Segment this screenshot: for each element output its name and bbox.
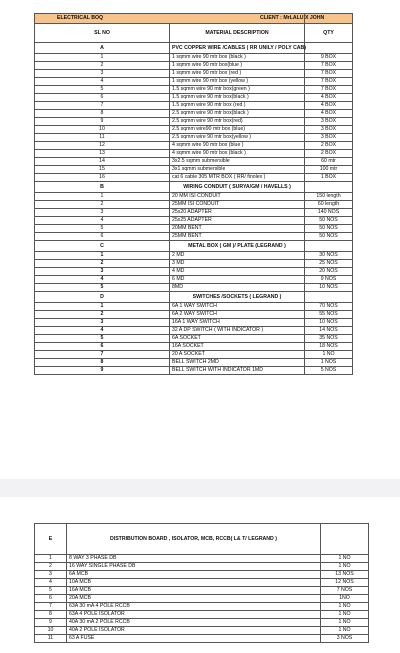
table-row [35, 611, 369, 619]
qty-cell: 1NO [321, 595, 369, 603]
qty-cell: 1 BOX [305, 174, 353, 182]
table-row [35, 233, 353, 241]
description-cell: 1.5 sqmm wire 90 mtr box (red ) [170, 102, 305, 110]
qty-cell: 55 NOS [305, 311, 353, 319]
description-cell: SWITCHES /SOCKETS ( LEGRAND ) [170, 292, 305, 303]
table-row [35, 635, 369, 643]
sl-cell: 1 [35, 303, 170, 311]
table-row [35, 126, 353, 134]
qty-cell: 7 NOS [321, 587, 369, 595]
qty-cell: 7 BOX [305, 62, 353, 70]
description-cell: 20 MM ISI CONDUIT [170, 193, 305, 201]
description-cell: 4 sqmm wire 90 mtr box (black ) [170, 150, 305, 158]
column-header-row [35, 24, 353, 43]
table-row [35, 268, 353, 276]
qty-cell: 70 NOS [305, 303, 353, 311]
description-cell: PVC COPPER WIRE /CABLES ( RR UNILY / POLY CAB) [170, 43, 305, 54]
col-sl-no: SL NO [35, 24, 170, 43]
sl-cell: 9 [35, 619, 67, 627]
sl-cell: 9 [35, 367, 170, 375]
table-row [35, 225, 353, 233]
section-header-a [35, 43, 353, 54]
description-cell: 20MM BENT [170, 225, 305, 233]
qty-cell: 25 NOS [305, 260, 353, 268]
description-cell: 16A 1 WAY SWITCH [170, 319, 305, 327]
table-row [35, 174, 353, 182]
sl-cell: 5 [35, 587, 67, 595]
table-row [35, 627, 369, 635]
sl-cell: 8 [35, 110, 170, 118]
description-cell: 20 A SOCKET [170, 351, 305, 359]
sl-cell: 2 [35, 62, 170, 70]
table-row [35, 343, 353, 351]
description-cell: 1.5 sqmm wire 90 mtr box(green ) [170, 86, 305, 94]
table-row [35, 311, 353, 319]
description-cell: 2.5 sqmm wire 90 mtr box(yellow ) [170, 134, 305, 142]
description-cell: 2 MD [170, 252, 305, 260]
section-title: DISTRIBUTION BOARD , ISOLATOR, MCB, RCCB( L& T/ LEGRAND ) [67, 524, 321, 555]
sl-cell: 3 [35, 319, 170, 327]
qty-cell: 4 BOX [305, 94, 353, 102]
sl-cell: 3 [35, 268, 170, 276]
qty-cell: 60 mtr [305, 158, 353, 166]
qty-cell [305, 292, 353, 303]
qty-cell: 12 NOS [321, 579, 369, 587]
description-cell: 8MD [170, 284, 305, 292]
description-cell: 3x1 sqmm submersible [170, 166, 305, 174]
table-row [35, 142, 353, 150]
qty-cell: 2 BOX [305, 150, 353, 158]
qty-cell: 1 NO [321, 619, 369, 627]
table-row [35, 276, 353, 284]
section-header-b [35, 182, 353, 193]
qty-cell: 4 BOX [305, 102, 353, 110]
qty-cell: 50 NOS [305, 233, 353, 241]
description-cell: 6A MCB [67, 571, 321, 579]
section-header-e [35, 524, 369, 555]
description-cell: 6A 1 WAY SWITCH [170, 303, 305, 311]
table-row [35, 603, 369, 611]
table-row [35, 70, 353, 78]
table-row [35, 193, 353, 201]
table-row [35, 260, 353, 268]
qty-cell: 1 NO [321, 627, 369, 635]
sl-cell: 4 [35, 579, 67, 587]
description-cell: 1.5 sqmm wire 90 mtr box(black ) [170, 94, 305, 102]
sl-cell: 1 [35, 252, 170, 260]
sl-cell: 2 [35, 201, 170, 209]
sl-cell: 3 [35, 209, 170, 217]
qty-cell: 1 NO [305, 351, 353, 359]
sl-cell: 1 [35, 193, 170, 201]
sl-cell: 6 [35, 94, 170, 102]
description-cell: 16 WAY SINGLE PHASE DB [67, 563, 321, 571]
qty-cell [305, 182, 353, 193]
description-cell: 16A MCB [67, 587, 321, 595]
description-cell: 1 sqmm wire 90 mtr box(blue ) [170, 62, 305, 70]
table-row [35, 359, 353, 367]
qty-cell: 30 NOS [305, 252, 353, 260]
description-cell: BELL SWITCH 2MD [170, 359, 305, 367]
description-cell: 40A 30 mA 2 POLE RCCB [67, 619, 321, 627]
sl-cell: 3 [35, 70, 170, 78]
description-cell: cat 6 cable 305 MTR BOX ( RR/ finolex ) [170, 174, 305, 182]
qty-cell: 7 BOX [305, 86, 353, 94]
sl-cell: 1 [35, 54, 170, 62]
description-cell: 25MM ISI CONDUIT [170, 201, 305, 209]
qty-cell: 140 NOS [305, 209, 353, 217]
sl-cell: 2 [35, 260, 170, 268]
qty-cell [305, 43, 353, 54]
sl-cell: 2 [35, 563, 67, 571]
sl-cell: 4 [35, 327, 170, 335]
description-cell: 40A 2 POLE ISOLATOR [67, 627, 321, 635]
section-code: E [35, 524, 67, 555]
qty-cell: 150 length [305, 193, 353, 201]
col-qty: QTY [305, 24, 353, 43]
sl-cell: 6 [35, 233, 170, 241]
sl-cell: 4 [35, 78, 170, 86]
table-row [35, 587, 369, 595]
qty-cell: 35 NOS [305, 335, 353, 343]
qty-cell: 3 BOX [305, 126, 353, 134]
table-row [35, 335, 353, 343]
description-cell: 25x25 ADAPTER [170, 217, 305, 225]
sl-cell: 15 [35, 166, 170, 174]
description-cell: 63A 4 POLE ISOLATOR [67, 611, 321, 619]
description-cell: 8 WAY 3 PHASE DB [67, 555, 321, 563]
sl-cell: 7 [35, 351, 170, 359]
description-cell: 4 sqmm wire 90 mtr box (blue ) [170, 142, 305, 150]
description-cell: 3 MD [170, 260, 305, 268]
table-row [35, 78, 353, 86]
table-row [35, 619, 369, 627]
table-row [35, 150, 353, 158]
sl-cell: 10 [35, 126, 170, 134]
qty-cell: 1 NO [321, 603, 369, 611]
description-cell: WIRING CONDUIT ( SURYA/GM / HAVELLS ) [170, 182, 305, 193]
description-cell: 32 A DP SWITCH ( WITH INDICATOR ) [170, 327, 305, 335]
sl-cell: 8 [35, 359, 170, 367]
table-row [35, 571, 369, 579]
table-row [35, 62, 353, 70]
sl-cell: A [35, 43, 170, 54]
table-row [35, 563, 369, 571]
sl-cell: 9 [35, 118, 170, 126]
qty-cell: 9 BOX [305, 54, 353, 62]
table-row [35, 284, 353, 292]
qty-cell: 4 BOX [305, 110, 353, 118]
table-row [35, 351, 353, 359]
sl-cell: B [35, 182, 170, 193]
sl-cell: D [35, 292, 170, 303]
description-cell: 6A SOCKET [170, 335, 305, 343]
table-row [35, 86, 353, 94]
sl-cell: 5 [35, 225, 170, 233]
qty-cell: 60 length [305, 201, 353, 209]
sl-cell: 11 [35, 635, 67, 643]
sl-cell: 2 [35, 311, 170, 319]
description-cell: 2.5 sqmm wire90 mtr box (blue) [170, 126, 305, 134]
qty-cell: 20 NOS [305, 268, 353, 276]
table-row [35, 94, 353, 102]
description-cell: 1 sqmm wire 90 mtr box (yellow ) [170, 78, 305, 86]
qty-cell: 1 NO [321, 563, 369, 571]
qty-cell: 18 NOS [305, 343, 353, 351]
sl-cell: 4 [35, 217, 170, 225]
table-row [35, 54, 353, 62]
boq-header-row [35, 14, 353, 24]
description-cell: 4 MD [170, 268, 305, 276]
qty-cell: 9 NOS [305, 276, 353, 284]
description-cell: 6A 2 WAY SWITCH [170, 311, 305, 319]
sl-cell: C [35, 241, 170, 252]
sl-cell: 5 [35, 86, 170, 94]
table-row [35, 102, 353, 110]
sl-cell: 3 [35, 571, 67, 579]
table-row [35, 166, 353, 174]
boq-table [34, 13, 353, 375]
description-cell: 2.5 sqmm wire 90 mtr box(black ) [170, 110, 305, 118]
description-cell: 20A MCB [67, 595, 321, 603]
table-row [35, 134, 353, 142]
sl-cell: 6 [35, 595, 67, 603]
sl-cell: 5 [35, 335, 170, 343]
sl-cell: 14 [35, 158, 170, 166]
table-row [35, 209, 353, 217]
qty-cell: 10 NOS [305, 284, 353, 292]
section-header-c [35, 241, 353, 252]
qty-cell: 3 BOX [305, 134, 353, 142]
qty-cell: 2 BOX [305, 142, 353, 150]
sl-cell: 8 [35, 611, 67, 619]
description-cell: 63A 30 mA 4 POLE RCCB [67, 603, 321, 611]
sl-cell: 13 [35, 150, 170, 158]
qty-cell: 10 NOS [305, 319, 353, 327]
description-cell: 3x2.5 sqmm submersible [170, 158, 305, 166]
qty-cell: 3 BOX [305, 118, 353, 126]
table-row [35, 303, 353, 311]
boq-title-text: ELECTRICAL BOQ [57, 15, 104, 21]
description-cell: 25MM BENT [170, 233, 305, 241]
sl-cell: 6 [35, 343, 170, 351]
qty-cell: 14 NOS [305, 327, 353, 335]
sl-cell: 11 [35, 134, 170, 142]
table-row [35, 327, 353, 335]
sl-cell: 4 [35, 276, 170, 284]
section-qty-blank [321, 524, 369, 555]
sl-cell: 12 [35, 142, 170, 150]
description-cell: 10A MCB [67, 579, 321, 587]
table-row [35, 110, 353, 118]
sl-cell: 1 [35, 555, 67, 563]
table-row [35, 252, 353, 260]
qty-cell: 1 NOS [305, 359, 353, 367]
sl-cell: 5 [35, 284, 170, 292]
qty-cell: 50 NOS [305, 217, 353, 225]
description-cell: 16A SOCKET [170, 343, 305, 351]
section-header-d [35, 292, 353, 303]
qty-cell: 3 NOS [321, 635, 369, 643]
qty-cell: 1 NO [321, 611, 369, 619]
qty-cell: 50 NOS [305, 225, 353, 233]
description-cell: 63 A FUSE [67, 635, 321, 643]
sl-cell: 7 [35, 102, 170, 110]
qty-cell: 13 NOS [321, 571, 369, 579]
description-cell: 2.5 sqmm wire 90 mtr box(red) [170, 118, 305, 126]
boq-table-continued [34, 523, 369, 643]
qty-cell: 7 BOX [305, 78, 353, 86]
table-row [35, 555, 369, 563]
qty-cell: 1 NO [321, 555, 369, 563]
description-cell: BELL SWITCH WITH INDICATOR 1MD [170, 367, 305, 375]
description-cell: METAL BOX ( GM )/ PLATE (LEGRAND ) [170, 241, 305, 252]
sl-cell: 10 [35, 627, 67, 635]
qty-cell: 100 mtr [305, 166, 353, 174]
table-row [35, 217, 353, 225]
description-cell: 6 MD [170, 276, 305, 284]
table-row [35, 158, 353, 166]
table-row [35, 118, 353, 126]
table-row [35, 367, 353, 375]
sl-cell: 7 [35, 603, 67, 611]
description-cell: 25x20 ADAPTER [170, 209, 305, 217]
description-cell: 1 sqmm wire 90 mtr box (black ) [170, 54, 305, 62]
qty-cell [305, 241, 353, 252]
sl-cell: 16 [35, 174, 170, 182]
boq-page-2 [0, 497, 400, 653]
boq-title [35, 14, 325, 24]
qty-cell: 7 BOX [305, 70, 353, 78]
table-row [35, 319, 353, 327]
table-row [35, 579, 369, 587]
qty-cell: 5 NOS [305, 367, 353, 375]
description-cell: 1 sqmm wire 90 mtr box (red ) [170, 70, 305, 78]
client-name: CLIENT : MrLALU X JOHN [260, 15, 325, 21]
col-material-description: MATERIAL DESCRIPTION [170, 24, 305, 43]
table-row [35, 201, 353, 209]
table-row [35, 595, 369, 603]
